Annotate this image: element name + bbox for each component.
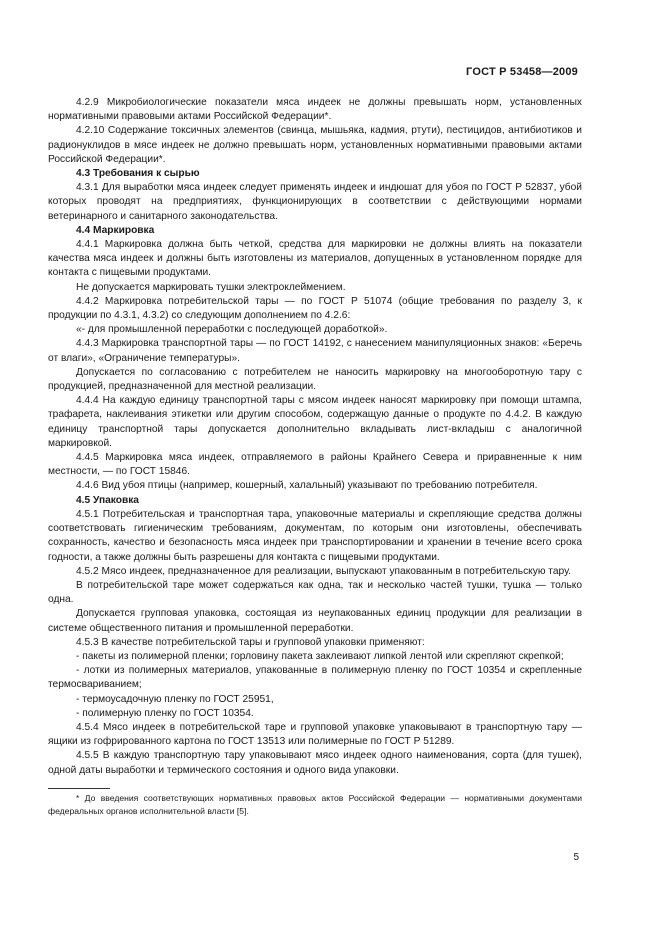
paragraph-4-5-1: 4.5.1 Потребительская и транспортная тара, упаковочные материалы и скрепляющие средства должны соответствовать гигиеническим требованиям, документам, по которым они изготовлены, обеспечивать сохранность, качество и безопасность мяса индеек при транспортировании и хранении в течение всего срока годности, а также должны быть разрешены для контакта с пищевыми продуктами. bbox=[48, 508, 582, 563]
paragraph-4-4-1: 4.4.1 Маркировка должна быть четкой, средства для маркировки не должны влиять на показатели качества мяса индеек и должны быть изготовлены из материалов, допущенных в установленном порядке для контакта с пищевыми продуктами. bbox=[48, 239, 582, 279]
list-item: - лотки из полимерных материалов, упакованные в полимерную пленку по ГОСТ 10354 и скрепленные термосвариванием; bbox=[48, 665, 582, 691]
paragraph-4-2-9: 4.2.9 Микробиологические показатели мяса индеек не должны превышать норм, установленных нормативными правовыми актами Российской Федерации*. bbox=[48, 97, 582, 123]
paragraph-text: Допускается групповая упаковка, состоящая из неупакованных единиц продукции для реализации в системе общественного питания и промышленной переработки. bbox=[48, 608, 582, 634]
section-heading-4-3: 4.3 Требования к сырью bbox=[76, 168, 200, 180]
paragraph-4-2-10: 4.2.10 Содержание токсичных элементов (свинца, мышьяка, кадмия, ртути), пестицидов, антибиотиков и радионуклидов в мясе индеек не должно превышать норм, установленных нормативными правовыми актами Российской Федерации*. bbox=[48, 125, 582, 165]
paragraph-4-5-4: 4.5.4 Мясо индеек в потребительской таре и групповой упаковке упаковывают в транспортную тару — ящики из гофрированного картона по ГОСТ 13513 или полимерные по ГОСТ Р 51289. bbox=[48, 721, 582, 748]
footnote bbox=[48, 792, 582, 817]
section-heading-4-5: 4.5 Упаковка bbox=[76, 494, 139, 506]
paragraph-4-4-6: 4.4.6 Вид убоя птицы (например, кошерный, халальный) указывают по требованию потребителя. bbox=[76, 480, 538, 492]
paragraph-text: «- для промышленной переработки с последующей доработкой». bbox=[76, 324, 388, 336]
paragraph-text: Не допускается маркировать тушки электроклеймением. bbox=[76, 281, 346, 293]
footnote-text: * До введения соответствующих нормативных правовых актов Российской Федерации — нормативными документами федеральных органов исполнительной власти [5]. bbox=[48, 793, 582, 816]
paragraph-4-4-2: 4.4.2 Маркировка потребительской тары — по ГОСТ Р 51074 (общие требования по разделу 3, к продукции по 4.3.1, 4.3.2) со следующим дополнением по 4.2.6: bbox=[48, 295, 582, 322]
paragraph-4-5-2: 4.5.2 Мясо индеек, предназначенное для реализации, выпускают упакованным в потребительскую тару. bbox=[76, 565, 571, 577]
paragraph-4-4-4: 4.4.4 На каждую единицу транспортной тары с мясом индеек наносят маркировку при помощи штампа, трафарета, наклеивания этикетки или другим способом, содержащую данные о продукте по 4.4.2. В каждую единицу транспортной тары допускается дополнительно вкладывать лист-вкладыш с аналогичной маркировкой. bbox=[48, 395, 582, 449]
page-number: 5 bbox=[573, 852, 579, 863]
list-item: - термоусадочную пленку по ГОСТ 25951, bbox=[76, 693, 274, 705]
document-body bbox=[48, 96, 582, 778]
paragraph-4-3-1: 4.3.1 Для выработки мяса индеек следует применять индеек и индюшат для убоя по ГОСТ Р 52837, убой которых проводят на предприятиях, функционирующих в соответствии с действующими нормами ветеринарного и санитарного законодательства. bbox=[48, 182, 582, 222]
paragraph-4-5-5: 4.5.5 В каждую транспортную тару упаковывают мясо индеек одного наименования, сорта (для тушек), одной даты выработки и термического состояния и одного вида упаковки. bbox=[48, 750, 582, 776]
section-heading-4-4: 4.4 Маркировка bbox=[76, 224, 155, 236]
list-item: - пакеты из полимерной пленки; горловину пакета заклеивают липкой лентой или скрепляют скрепкой; bbox=[76, 650, 564, 662]
paragraph-4-5-3: 4.5.3 В качестве потребительской тары и групповой упаковки применяют: bbox=[76, 636, 425, 648]
paragraph-text: В потребительской таре может содержаться как одна, так и несколько частей тушки, тушка — только одна. bbox=[48, 579, 582, 606]
paragraph-4-4-3: 4.4.3 Маркировка транспортной тары — по ГОСТ 14192, с нанесением манипуляционных знаков: «Беречь от влаги», «Ограничение температуры». bbox=[48, 338, 582, 364]
document-code-header: ГОСТ Р 53458—2009 bbox=[466, 66, 578, 78]
paragraph-4-4-5: 4.4.5 Маркировка мяса индеек, отправляемого в районы Крайнего Севера и приравненные к ним местности, — по ГОСТ 15846. bbox=[48, 452, 582, 478]
footnote-divider bbox=[48, 788, 110, 789]
list-item: - полимерную пленку по ГОСТ 10354. bbox=[76, 707, 254, 719]
paragraph-text: Допускается по согласованию с потребителем не наносить маркировку на многооборотную тару с продукцией, предназначенной для местной реализации. bbox=[48, 366, 582, 393]
